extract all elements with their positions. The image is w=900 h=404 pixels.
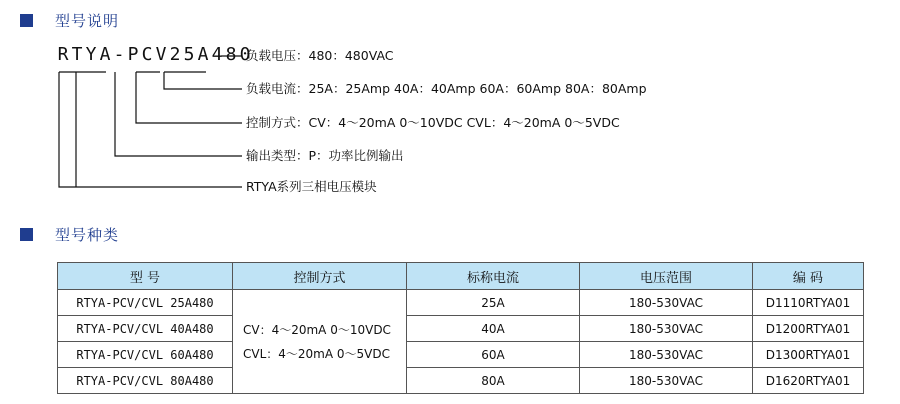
model-code-char: C: [141, 44, 153, 65]
explanation-load-current: 负载电流：25A：25Amp 40A：40Amp 60A：60Amp 80A：80Amp: [246, 81, 647, 96]
cell-code: D1110RTYA01: [753, 290, 864, 316]
cell-code: D1200RTYA01: [753, 316, 864, 342]
model-code-char: 8: [225, 44, 237, 65]
cell-current: 80A: [407, 368, 580, 394]
model-code-char: P: [127, 44, 139, 65]
cell-model: RTYA-PCV/CVL 40A480: [58, 316, 233, 342]
header-voltage-range: 电压范围: [580, 263, 753, 290]
header-rated-current: 标称电流: [407, 263, 580, 290]
cell-current: 60A: [407, 342, 580, 368]
header-control-mode: 控制方式: [233, 263, 407, 290]
model-code-char: V: [155, 44, 167, 65]
model-spec-table: [57, 262, 864, 394]
cell-current: 25A: [407, 290, 580, 316]
model-code-char: A: [99, 44, 111, 65]
cell-model: RTYA-PCV/CVL 80A480: [58, 368, 233, 394]
header-model: 型 号: [58, 263, 233, 290]
section-heading-model-types: [20, 222, 119, 246]
control-line-cv: CV：4～20mA 0～10VDC: [243, 322, 391, 337]
connector-line-control: [136, 72, 242, 123]
cell-code: D1620RTYA01: [753, 368, 864, 394]
cell-voltage: 180-530VAC: [580, 368, 753, 394]
connector-line-current: [164, 72, 242, 89]
section-title: 型号种类: [55, 225, 120, 244]
model-code-char: R: [57, 44, 69, 65]
cell-model: RTYA-PCV/CVL 60A480: [58, 342, 233, 368]
cell-voltage: 180-530VAC: [580, 290, 753, 316]
connector-line-output: [115, 72, 242, 156]
cell-control-mode: [233, 290, 407, 394]
bullet-square-icon: [20, 228, 33, 241]
explanation-control-mode: 控制方式：CV：4～20mA 0～10VDC CVL：4～20mA 0～5VDC: [246, 115, 620, 130]
explanation-series: RTYA系列三相电压模块: [246, 179, 377, 194]
cell-voltage: 180-530VAC: [580, 316, 753, 342]
model-code-char: A: [197, 44, 209, 65]
cell-current: 40A: [407, 316, 580, 342]
explanation-load-voltage: 负载电压：480：480VAC: [246, 48, 394, 63]
table-row: [58, 290, 864, 316]
section-title: 型号说明: [55, 11, 120, 30]
model-code-char: T: [71, 44, 83, 65]
cell-model: RTYA-PCV/CVL 25A480: [58, 290, 233, 316]
model-code-char: 5: [183, 44, 195, 65]
cell-voltage: 180-530VAC: [580, 342, 753, 368]
table-row: [58, 316, 864, 342]
model-code-char: 4: [211, 44, 223, 65]
explanation-output-type: 输出类型：P：功率比例输出: [246, 148, 404, 163]
header-code: 编 码: [753, 263, 864, 290]
model-code-char: Y: [85, 44, 97, 65]
table-row: [58, 342, 864, 368]
model-code-char: -: [113, 44, 125, 65]
table-row: [58, 368, 864, 394]
model-code-char: 2: [169, 44, 181, 65]
model-code-char: 0: [239, 44, 251, 65]
table-header-row: [58, 263, 864, 290]
control-line-cvl: CVL：4～20mA 0～5VDC: [243, 346, 390, 361]
cell-code: D1300RTYA01: [753, 342, 864, 368]
